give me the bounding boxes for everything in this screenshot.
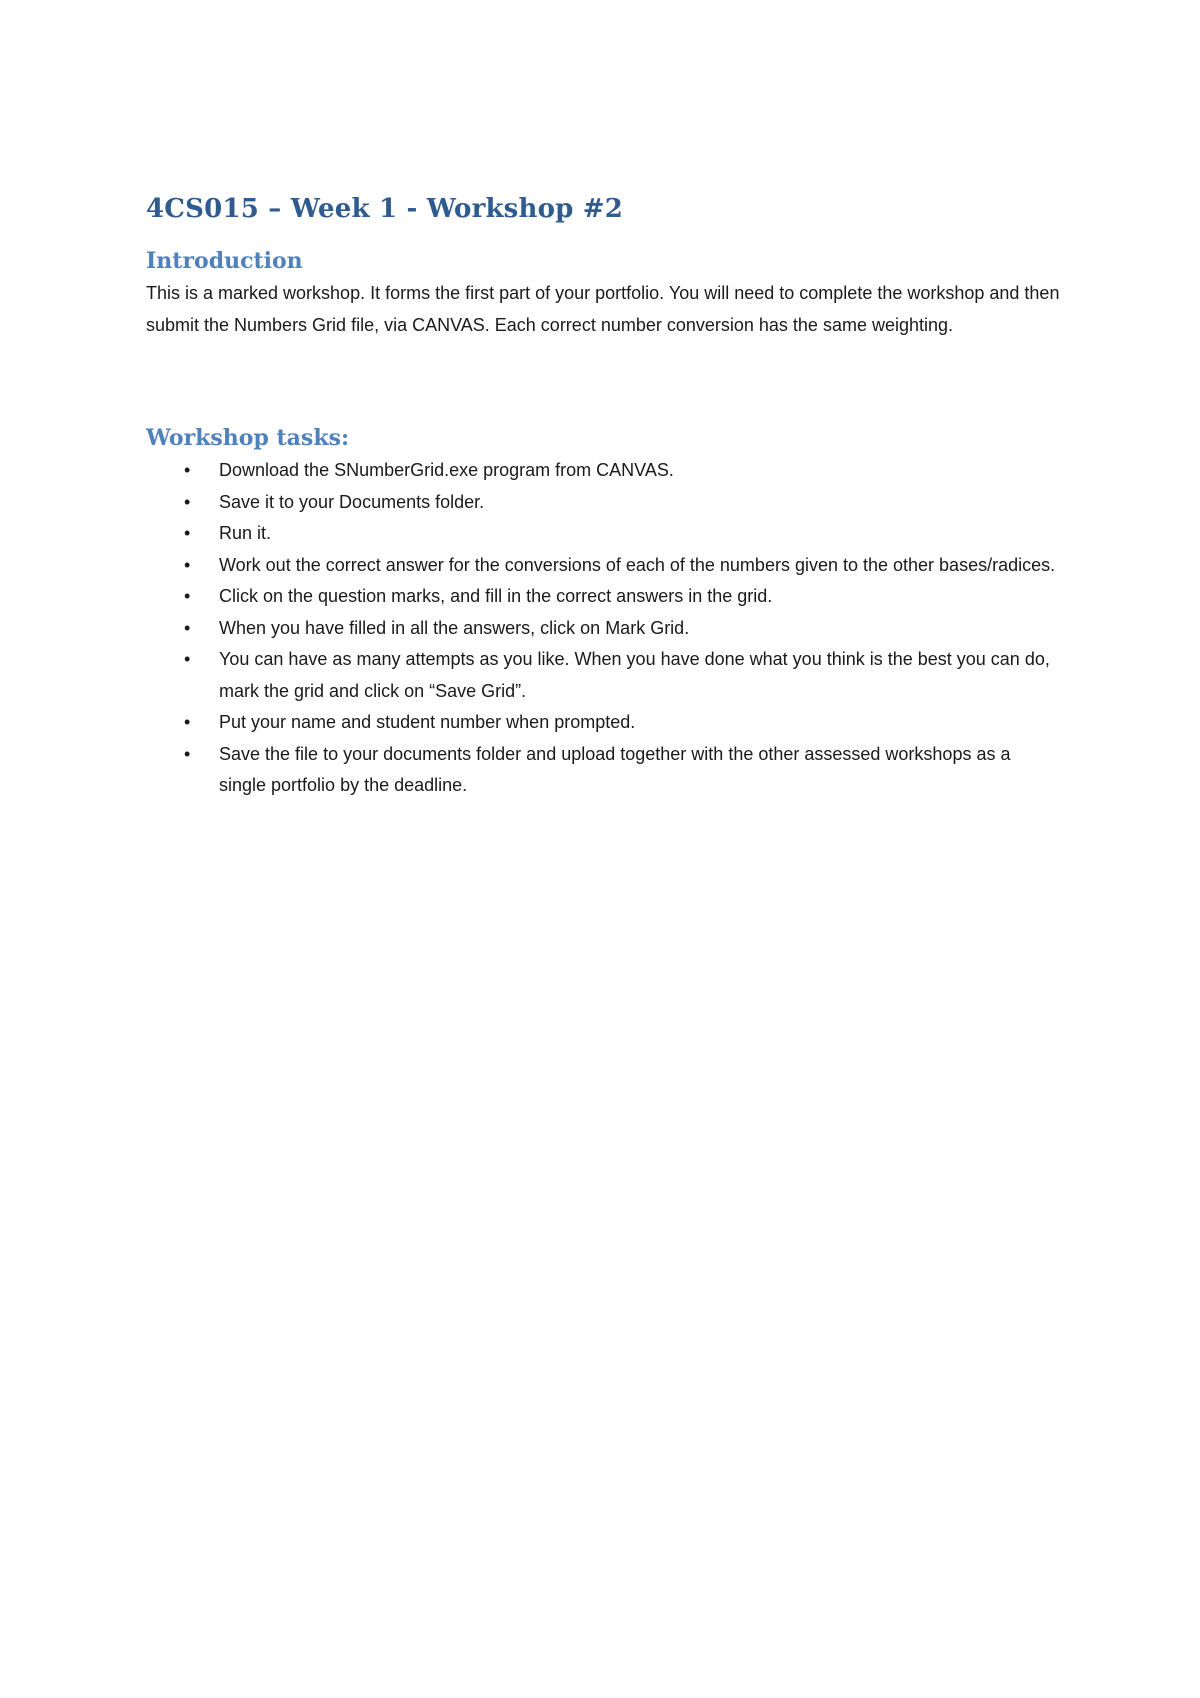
bullet-icon: • [184, 554, 191, 575]
list-item [146, 455, 1061, 487]
task-list [146, 455, 1061, 802]
task-text: Save it to your Documents folder. [219, 491, 485, 512]
bullet-icon: • [184, 712, 191, 732]
list-item [146, 581, 1061, 613]
list-item [146, 518, 1061, 550]
introduction-heading: Introduction [146, 248, 303, 274]
bullet-icon: • [184, 523, 191, 543]
bullet-icon: • [184, 491, 191, 512]
bullet-icon: • [184, 743, 191, 764]
list-item [146, 739, 1061, 802]
list-item [146, 644, 1061, 707]
introduction-paragraph: This is a marked workshop. It forms the first part of your portfolio. You will need to complete the workshop and then submit the Numbers Grid file, via CANVAS. Each correct number conversion has the same weighting. [146, 283, 1060, 335]
task-text: Run it. [219, 523, 272, 543]
document-title: 4CS015 – Week 1 - Workshop #2 [146, 194, 624, 224]
task-text: Put your name and student number when prompted. [219, 712, 636, 732]
bullet-icon: • [184, 586, 191, 606]
list-item [146, 550, 1061, 582]
task-text: You can have as many attempts as you like. When you have done what you think is the best you can do, mark the grid and click on “Save Grid”. [219, 649, 1050, 701]
document-content [146, 192, 1061, 802]
bullet-icon: • [184, 460, 191, 480]
list-item [146, 487, 1061, 519]
workshop-tasks-heading: Workshop tasks: [146, 425, 350, 451]
list-item [146, 707, 1061, 739]
task-text: When you have filled in all the answers, click on Mark Grid. [219, 617, 690, 638]
bullet-icon: • [184, 649, 191, 669]
section-spacer [146, 341, 1061, 423]
task-text: Save the file to your documents folder and upload together with the other assessed workshops as a single portfolio by the deadline. [219, 743, 1011, 795]
task-text: Click on the question marks, and fill in the correct answers in the grid. [219, 586, 773, 606]
task-text: Download the SNumberGrid.exe program from CANVAS. [219, 460, 674, 480]
task-text: Work out the correct answer for the conversions of each of the numbers given to the other bases/radices. [219, 554, 1056, 575]
bullet-icon: • [184, 617, 191, 638]
list-item [146, 613, 1061, 645]
